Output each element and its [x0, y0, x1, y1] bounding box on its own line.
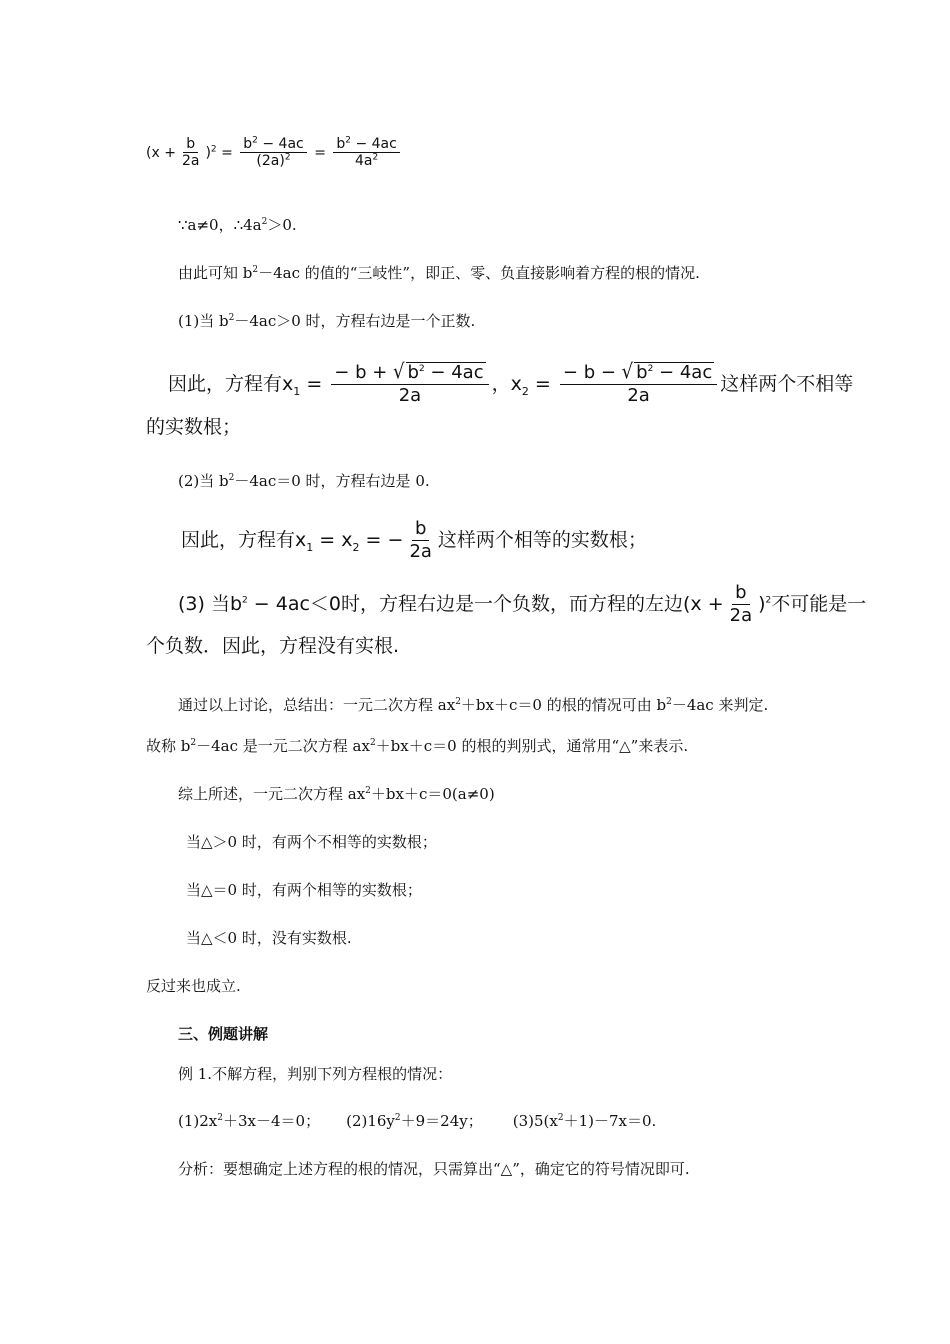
eq-lhs-close: ) [205, 145, 211, 161]
exp: 2 [666, 697, 672, 707]
frac-num [240, 136, 306, 153]
comma: ， [491, 373, 511, 395]
rest: − 4ac [351, 136, 397, 153]
sub: 2 [521, 384, 529, 398]
frac-num: b [732, 583, 749, 605]
exp: 2 [217, 1113, 223, 1123]
case3-line2: 个负数．因此，方程没有实根. [146, 635, 400, 657]
frac-num [331, 362, 488, 385]
text: ＋bx＋c＝0 的根的情况可由 b [460, 696, 667, 714]
text: ＋bx＋c＝0(a≠0) [370, 785, 495, 803]
frac-den: 2a [398, 385, 422, 407]
frac-num: b [183, 136, 198, 153]
frac-den: 2a [729, 604, 753, 626]
text: －4ac 是一元二次方程 ax [196, 737, 370, 755]
text: ＋bx＋c＝0 的根的判别式，通常用“△”来表示. [375, 737, 689, 755]
equals-sign: = [534, 373, 551, 395]
rest: − 4ac [257, 136, 304, 153]
exp: 2 [228, 313, 235, 323]
problem-3 [513, 1112, 657, 1130]
analysis-line: 分析：要想确定上述方程的根的情况，只需算出“△”，确定它的符号情况即可. [178, 1160, 690, 1178]
text: 通过以上讨论，总结出：一元二次方程 ax [178, 696, 456, 714]
exp: 2 [252, 265, 259, 275]
exp: 2 [369, 738, 376, 748]
intro-line [178, 263, 700, 283]
case1-result-line2: 的实数根； [146, 416, 242, 438]
summary-line2 [146, 736, 688, 756]
exp: 2 [228, 473, 235, 483]
sub: 1 [293, 384, 301, 398]
exp: 2 [345, 135, 351, 146]
radicand [406, 362, 486, 383]
text: (3) 当b [178, 593, 243, 615]
den: (2a) [256, 153, 285, 170]
exp: 2 [190, 738, 197, 748]
exp: 2 [372, 152, 379, 163]
text: －4ac＞0 时，方程右边是一个正数. [234, 312, 476, 330]
rest: − 4ac [653, 362, 713, 384]
root-formula-minus [560, 362, 717, 406]
x2: = x [313, 529, 353, 551]
text: ＋9＝24y； [400, 1112, 483, 1130]
sub: 2 [352, 540, 360, 554]
equals-sign: = [221, 145, 233, 161]
case2-line [178, 471, 430, 491]
exp: 2 [394, 1113, 401, 1123]
fraction-b-over-2a [727, 583, 755, 626]
case2-result [181, 512, 647, 568]
condition-positive: 当△＞0 时，有两个不相等的实数根； [186, 833, 437, 851]
b: b [636, 362, 648, 384]
b: b [407, 362, 419, 384]
case1-line [178, 311, 475, 331]
text: 由此可知 b [178, 264, 253, 282]
text: 这样两个相等的实数根； [437, 529, 647, 551]
text: − 4ac＜0时，方程右边是一个负数，而方程的左边(x + [247, 593, 724, 615]
exp: 2 [210, 144, 217, 155]
rest: − 4ac [424, 362, 484, 384]
text: －4ac 的值的“三岐性”，即正、零、负直接影响着方程的根的情况. [258, 264, 700, 282]
paren: ) [758, 593, 766, 615]
text: (3)5(x [512, 1112, 558, 1130]
section-title: 三、例题讲解 [178, 1025, 269, 1043]
text: 因此，方程有 [168, 373, 283, 395]
exp: 2 [455, 697, 461, 707]
fraction-b-over-2a [406, 519, 434, 562]
text: －4ac＝0 时，方程右边是 0. [234, 472, 430, 490]
case3-line [178, 576, 866, 632]
x2: x [510, 373, 522, 395]
text: (2)16y [346, 1112, 395, 1130]
exp: 2 [418, 364, 425, 375]
frac-num: b [412, 519, 429, 541]
frac-den: 2a [409, 540, 432, 562]
frac-den [352, 153, 381, 170]
x1: x [295, 529, 307, 551]
frac-den [253, 153, 293, 170]
exp: 2 [242, 595, 248, 606]
den: 4a [354, 153, 373, 170]
root-formula-plus [331, 362, 488, 406]
text: 因此，方程有 [181, 529, 296, 551]
exp: 2 [647, 364, 654, 375]
problem-2 [346, 1112, 483, 1130]
sqrt-icon: √ [621, 360, 634, 385]
sub: 1 [306, 540, 314, 554]
text: 不可能是一 [771, 593, 867, 615]
exp: 2 [557, 1113, 564, 1123]
exp: 2 [252, 135, 258, 146]
exp: 2 [284, 152, 291, 163]
sqrt-icon: √ [393, 360, 405, 385]
summary-line3 [178, 784, 495, 804]
text: (2)当 b [178, 472, 229, 490]
fraction-discriminant-over-2a-squared [240, 136, 306, 170]
text: − b + [334, 362, 394, 384]
text: (1)2x [178, 1112, 218, 1130]
summary-line1 [178, 695, 768, 715]
condition-zero: 当△＝0 时，有两个相等的实数根； [186, 881, 422, 899]
frac-den: 2a [181, 153, 200, 170]
eq-lhs-open: (x + [146, 145, 176, 161]
equals-sign: = [314, 145, 326, 161]
example-problems [178, 1111, 656, 1131]
exp: 2 [261, 217, 268, 227]
because-line [178, 215, 297, 235]
frac-num [333, 136, 399, 153]
fraction-discriminant-over-4a-squared [333, 136, 399, 170]
text: − b − [562, 362, 622, 384]
b: b [243, 136, 253, 153]
text: (1)当 b [178, 312, 229, 330]
text: ∵a≠0，∴4a [178, 216, 262, 234]
text: 故称 b [146, 737, 191, 755]
converse-line: 反过来也成立. [146, 977, 241, 995]
text: ＋1)－7x＝0. [563, 1112, 657, 1130]
exp: 2 [765, 595, 772, 606]
case1-result [168, 356, 853, 412]
condition-negative: 当△＜0 时，没有实数根. [186, 929, 352, 947]
equation-complete-square [146, 129, 403, 177]
exp: 2 [365, 786, 371, 796]
problem-1 [178, 1112, 320, 1130]
text: 综上所述，一元二次方程 ax [178, 785, 366, 803]
equals-sign: = [306, 373, 323, 395]
text: ＞0. [267, 216, 297, 234]
frac-den: 2a [627, 385, 650, 407]
fraction-b-over-2a [179, 136, 203, 170]
radicand [634, 362, 714, 383]
x1: x [282, 373, 294, 395]
b: b [336, 136, 346, 153]
text: 这样两个不相等 [720, 373, 854, 395]
text: ＋3x－4＝0； [223, 1112, 321, 1130]
frac-num [560, 362, 717, 385]
example1-title: 例 1.不解方程，判别下列方程根的情况： [178, 1065, 453, 1083]
text: －4ac 来判定. [671, 696, 769, 714]
equals-sign: = − [359, 529, 404, 551]
